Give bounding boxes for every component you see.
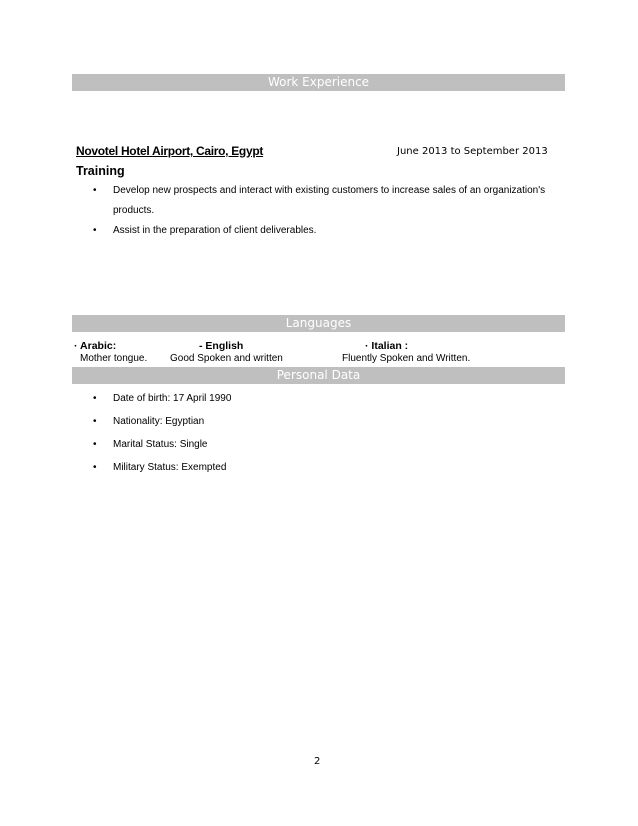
language-italian-name: · Italian : <box>365 340 409 352</box>
languages-heading: Languages <box>72 315 565 332</box>
list-item <box>93 439 231 462</box>
list-item <box>93 416 231 439</box>
list-item-text: Marital Status: Single <box>113 439 208 450</box>
bullet-icon: • <box>93 225 97 236</box>
language-english-name: - English <box>199 340 244 352</box>
personal-bullet-list <box>93 393 231 485</box>
job-role: Training <box>76 164 125 178</box>
list-item-continuation <box>93 205 545 225</box>
work-experience-heading: Work Experience <box>72 74 565 91</box>
bullet-icon: • <box>93 393 97 404</box>
bullet-icon: • <box>93 439 97 450</box>
list-item-text: Date of birth: 17 April 1990 <box>113 393 232 404</box>
bullet-icon: • <box>93 462 97 473</box>
list-item <box>93 393 231 416</box>
list-item-text: Develop new prospects and interact with existing customers to increase sales of an organization's <box>113 185 546 196</box>
language-italian-level: Fluently Spoken and Written. <box>342 353 471 364</box>
list-item-text: products. <box>113 205 155 216</box>
work-bullet-list <box>93 185 545 245</box>
employment-dates: June 2013 to September 2013 <box>397 146 548 157</box>
list-item-text: Assist in the preparation of client deliverables. <box>113 225 317 236</box>
language-arabic-name: · Arabic: <box>74 340 117 352</box>
bullet-icon: • <box>93 185 97 196</box>
language-arabic-level: Mother tongue. <box>80 353 148 364</box>
list-item <box>93 462 231 485</box>
bullet-icon: • <box>93 416 97 427</box>
list-item <box>93 225 545 245</box>
list-item <box>93 185 545 205</box>
language-english-level: Good Spoken and written <box>170 353 283 364</box>
list-item-text: Military Status: Exempted <box>113 462 227 473</box>
page-number: 2 <box>314 756 321 767</box>
list-item-text: Nationality: Egyptian <box>113 416 205 427</box>
personal-data-heading: Personal Data <box>72 367 565 384</box>
employer-name: Novotel Hotel Airport, Cairo, Egypt <box>76 144 264 158</box>
